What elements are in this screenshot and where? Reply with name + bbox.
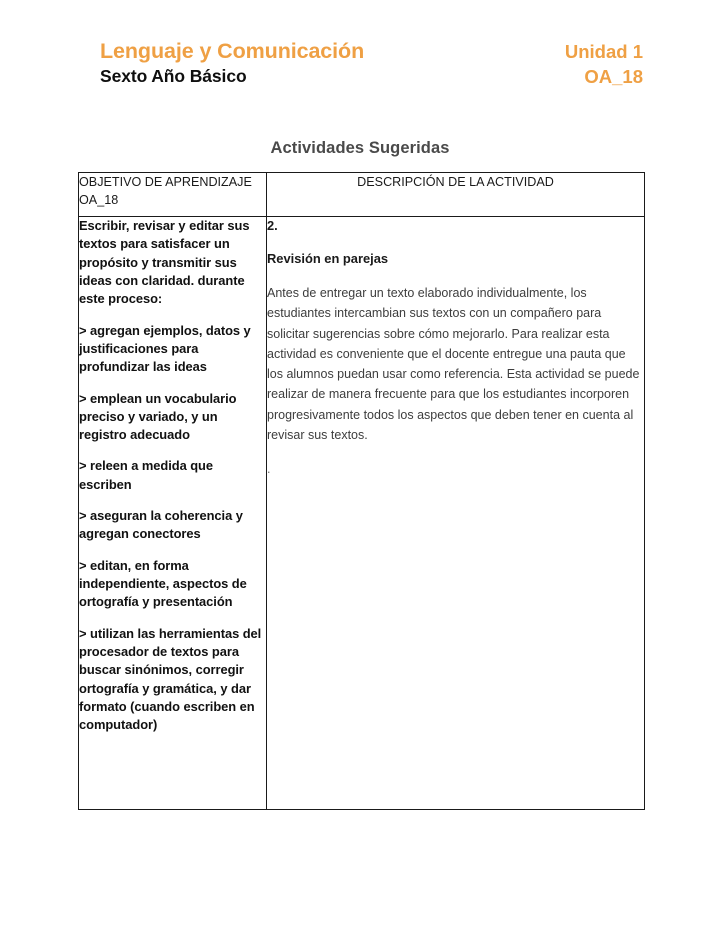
list-item: > releen a medida que escriben <box>79 458 213 492</box>
activity-table <box>78 172 645 810</box>
header-left-group <box>100 38 364 88</box>
header-right-group <box>565 38 643 88</box>
subject-title: Lenguaje y Comunicación <box>100 39 365 63</box>
list-item: > aseguran la coherencia y agregan conectores <box>79 508 243 542</box>
activity-trailing-text: . <box>267 462 271 477</box>
objective-list <box>79 217 266 735</box>
column-header-description: DESCRIPCIÓN DE LA ACTIVIDAD <box>267 173 645 217</box>
unit-label: Unidad 1 <box>564 41 643 62</box>
table-header-row <box>79 173 645 217</box>
table-body <box>79 217 645 810</box>
list-item: > emplean un vocabulario preciso y variado, y un registro adecuado <box>79 390 237 443</box>
list-item: Escribir, revisar y editar sus textos para satisfacer un propósito y transmitir sus ideas con claridad. durante este proceso: <box>79 218 250 307</box>
document-header <box>100 38 643 88</box>
list-item: > editan, en forma independiente, aspectos de ortografía y presentación <box>79 557 247 610</box>
oa-code-label: OA_18 <box>584 66 643 88</box>
grade-title: Sexto Año Básico <box>100 66 247 87</box>
activity-number: 2. <box>267 218 278 233</box>
objective-cell <box>79 217 267 810</box>
list-item: > agregan ejemplos, datos y justificaciones para profundizar las ideas <box>79 322 251 375</box>
table-row <box>79 217 645 810</box>
activity-heading: Revisión en parejas <box>267 251 389 267</box>
list-item: > utilizan las herramientas del procesador de textos para buscar sinónimos, corregir ortografía y gramática, y dar formato (cuando escriben en computador) <box>79 625 262 733</box>
activity-body-text: Antes de entregar un texto elaborado individualmente, los estudiantes intercambian sus textos con un compañero para solicitar sugerencias sobre cómo mejorarlo. Para realizar esta actividad es conveniente que el docente entregue una pauta que los alumnos puedan usar como referencia. Esta actividad se puede realizar de manera frecuente para que los estudiantes incorporen progresivamente todos los aspectos que deben tener en cuenta al revisar sus textos. <box>267 286 640 442</box>
column-header-objective: OBJETIVO DE APRENDIZAJE OA_18 <box>79 173 267 217</box>
description-cell <box>267 217 645 810</box>
section-title: Actividades Sugeridas <box>270 139 450 157</box>
table-header-row-group <box>79 173 645 217</box>
